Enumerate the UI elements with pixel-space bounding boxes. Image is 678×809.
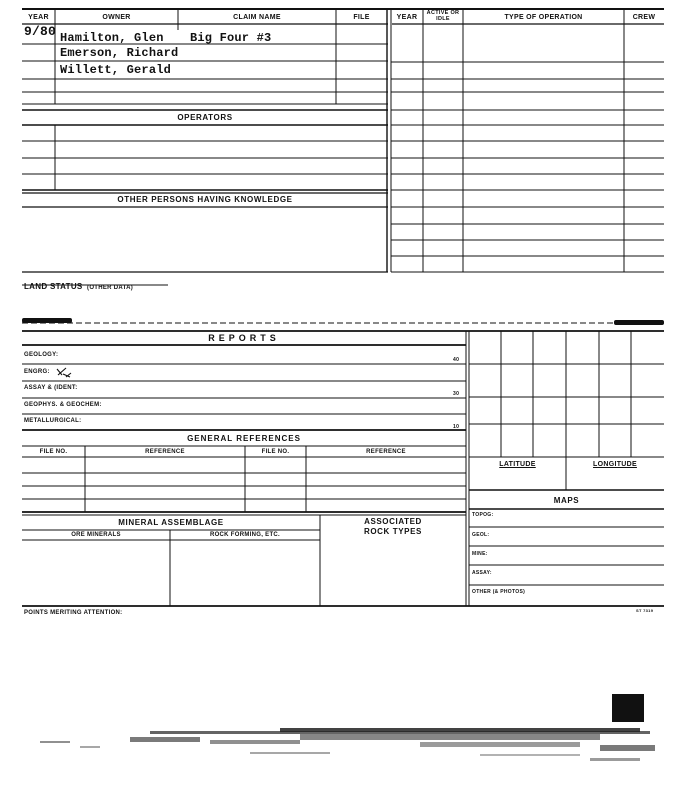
genref-header-reference-2: REFERENCE [366,449,406,455]
report-label-geophys: GEOPHYS. & GEOCHEM: [24,402,102,408]
owner-row-owner: Emerson, Richard [60,46,179,60]
report-num-metallurgical: 10 [453,424,460,430]
report-num-geology: 40 [453,357,460,363]
rock-forming-header: ROCK FORMING, ETC. [209,532,281,538]
header-file: FILE [353,14,370,21]
owner-row-claim: Big Four #3 [190,31,272,45]
maps-row-topog: TOPOG: [472,512,494,518]
maps-row-other: OTHER (& PHOTOS) [472,589,526,595]
header-owner: OWNER [102,14,131,21]
form-number: ST 7319 [636,608,654,613]
mineral-assemblage-title: MINERAL ASSEMBLAGE [118,518,224,527]
longitude-label: LONGITUDE [593,461,637,468]
ops-header-crew: CREW [632,14,656,21]
report-label-engrg: ENGRG: [24,369,50,375]
reports-title: REPORTS [208,333,280,343]
maps-row-mine: MINE: [472,551,488,557]
report-label-geology: GEOLOGY: [24,352,59,358]
genref-header-file-no-2: FILE NO. [261,449,290,455]
maps-row-assay: ASSAY: [472,570,492,576]
owner-row-year: 9/80 [24,24,57,39]
general-references-title: GENERAL REFERENCES [187,434,301,443]
associated-rock-types-line1: ASSOCIATED [364,517,422,526]
associated-rock-types-line2: ROCK TYPES [363,527,422,536]
genref-header-file-no-1: FILE NO. [39,449,68,455]
header-claim-name: CLAIM NAME [233,14,281,21]
genref-header-reference-1: REFERENCE [145,449,185,455]
header-year: YEAR [28,14,49,21]
owner-row-owner: Willett, Gerald [60,63,172,77]
ore-minerals-header: ORE MINERALS [71,532,121,538]
latitude-label: LATITUDE [499,461,536,468]
maps-row-geol: GEOL: [472,532,490,538]
land-status-sub: (OTHER DATA) [87,285,134,291]
report-label-assay: ASSAY & (IDENT: [24,385,78,391]
report-num-assay: 30 [453,391,460,397]
maps-title: MAPS [553,496,580,505]
land-status-title: LAND STATUS [24,282,83,291]
report-label-metallurgical: METALLURGICAL: [24,418,82,424]
ops-header-type-of-operation: TYPE OF OPERATION [504,14,583,21]
other-persons-title: OTHER PERSONS HAVING KNOWLEDGE [117,195,293,204]
operators-title: OPERATORS [177,113,233,122]
ops-header-active-or-idle: ACTIVE OR IDLE [426,10,460,22]
points-meriting-attention: POINTS MERITING ATTENTION: [24,610,123,616]
ops-header-year: YEAR [396,14,418,21]
owner-row-owner: Hamilton, Glen [60,31,164,45]
